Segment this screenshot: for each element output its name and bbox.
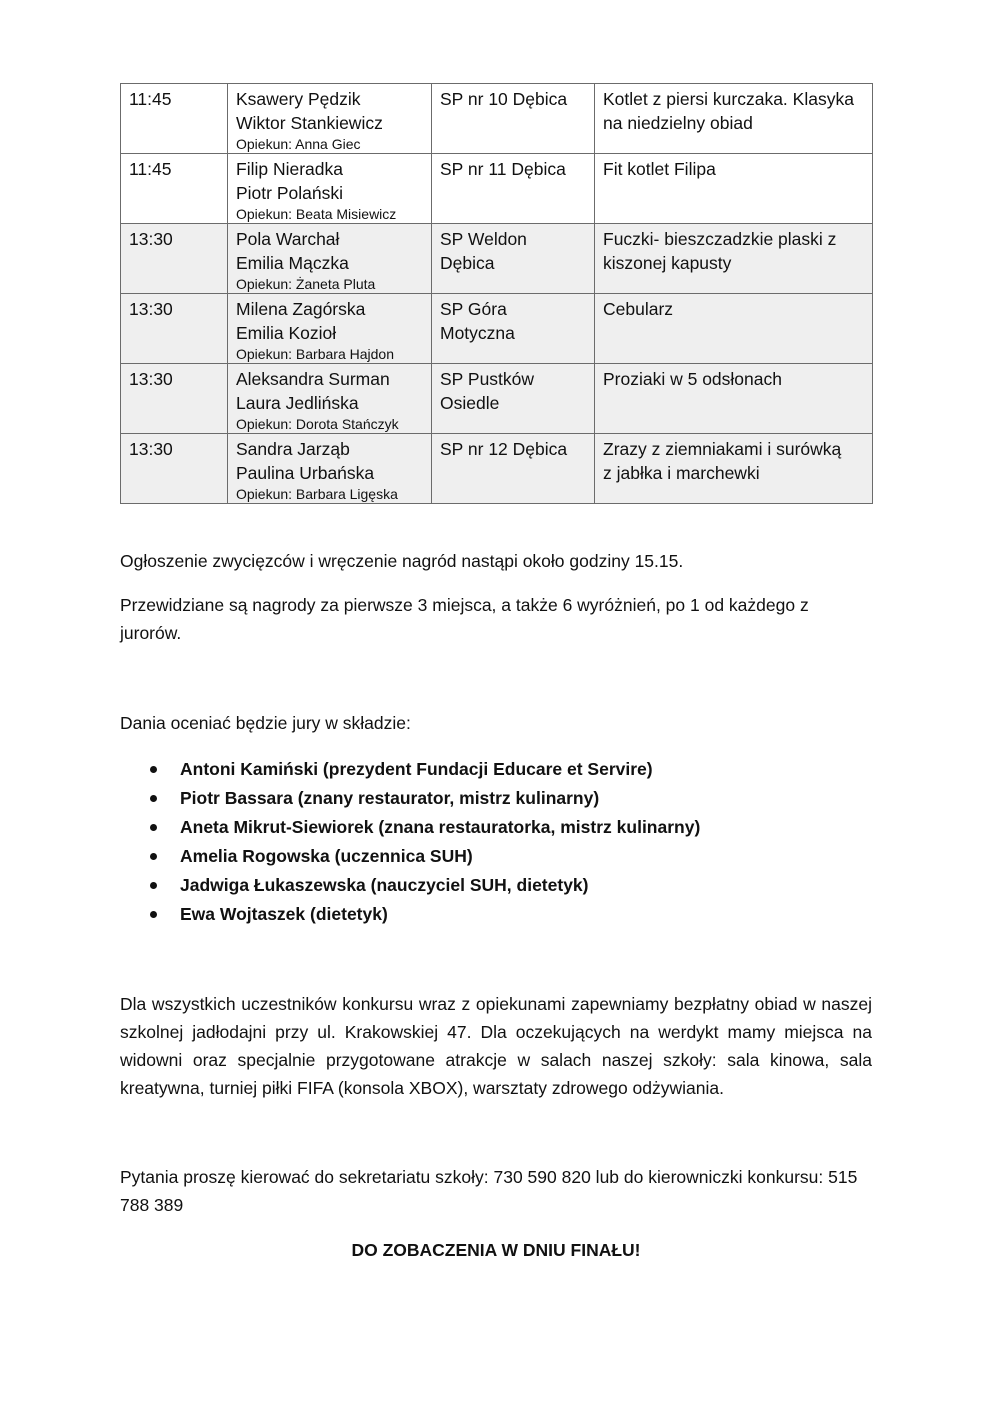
participant-name: Laura Jedlińska	[236, 393, 359, 413]
dish-name: Fuczki- bieszczadzkie plaski z	[603, 229, 837, 249]
jury-list	[120, 755, 872, 929]
participant-name: Sandra Jarząb	[236, 439, 350, 459]
bullet-icon	[150, 882, 157, 889]
participants-cell	[228, 434, 432, 504]
school-cell	[432, 154, 595, 224]
guardian-name: Opiekun: Barbara Hajdon	[236, 346, 394, 362]
closing-text: DO ZOBACZENIA W DNIU FINAŁU!	[351, 1240, 641, 1260]
jury-member-name: Antoni Kamiński (prezydent Fundacji Educare et Servire)	[180, 759, 653, 779]
dish-cell	[595, 364, 873, 434]
participant-name: Piotr Polański	[236, 183, 343, 203]
participant-name: Filip Nieradka	[236, 159, 343, 179]
school-cell	[432, 434, 595, 504]
table-row	[121, 154, 873, 224]
time-cell: 11:45	[121, 154, 228, 224]
contact-text: Pytania proszę kierować do sekretariatu szkoły: 730 590 820 lub do kierowniczki konkursu: 515 788 389	[120, 1167, 858, 1215]
jury-member	[120, 900, 872, 929]
prizes-text: Przewidziane są nagrody za pierwsze 3 miejsca, a także 6 wyróżnień, po 1 od każdego z jurorów.	[120, 595, 809, 643]
bullet-icon	[150, 795, 157, 802]
participants-cell	[228, 224, 432, 294]
participant-name: Paulina Urbańska	[236, 463, 375, 483]
school-name: SP Góra	[440, 299, 507, 319]
dish-name: Cebularz	[603, 299, 674, 319]
dish-cell	[595, 434, 873, 504]
participants-cell	[228, 294, 432, 364]
participant-name: Aleksandra Surman	[236, 369, 390, 389]
school-name: SP Weldon	[440, 229, 527, 249]
dish-cell	[595, 154, 873, 224]
jury-member	[120, 871, 872, 900]
guardian-name: Opiekun: Żaneta Pluta	[236, 276, 376, 292]
guardian-name: Opiekun: Dorota Stańczyk	[236, 416, 399, 432]
participants-cell	[228, 154, 432, 224]
school-name: SP nr 12 Dębica	[440, 439, 568, 459]
announcement-text: Ogłoszenie zwycięzców i wręczenie nagród nastąpi około godziny 15.15.	[120, 551, 684, 571]
table-row	[121, 434, 873, 504]
jury-member	[120, 813, 872, 842]
time-cell: 11:45	[121, 84, 228, 154]
participant-name: Emilia Mączka	[236, 253, 349, 273]
participants-cell	[228, 84, 432, 154]
participant-name: Ksawery Pędzik	[236, 89, 361, 109]
dish-name: Kotlet z piersi kurczaka. Klasyka	[603, 89, 854, 109]
participant-name: Emilia Kozioł	[236, 323, 337, 343]
schedule-body	[121, 84, 873, 504]
jury-member	[120, 842, 872, 871]
bullet-icon	[150, 766, 157, 773]
school-name: SP Pustków	[440, 369, 535, 389]
table-row	[121, 294, 873, 364]
jury-member-name: Amelia Rogowska (uczennica SUH)	[180, 846, 473, 866]
dish-cell	[595, 224, 873, 294]
jury-member	[120, 784, 872, 813]
dish-name: Proziaki w 5 odsłonach	[603, 369, 782, 389]
table-row	[121, 364, 873, 434]
dish-cell	[595, 84, 873, 154]
jury-member	[120, 755, 872, 784]
participant-name: Wiktor Stankiewicz	[236, 113, 383, 133]
bullet-icon	[150, 911, 157, 918]
school-cell	[432, 84, 595, 154]
dish-name: na niedzielny obiad	[603, 113, 753, 133]
dish-name: Zrazy z ziemniakami i surówką	[603, 439, 842, 459]
jury-member-name: Jadwiga Łukaszewska (nauczyciel SUH, dietetyk)	[180, 875, 589, 895]
school-name: Dębica	[440, 253, 495, 273]
jury-member-name: Aneta Mikrut-Siewiorek (znana restauratorka, mistrz kulinarny)	[180, 817, 701, 837]
lunch-info-text: Dla wszystkich uczestników konkursu wraz z opiekunami zapewniamy bezpłatny obiad w naszej szkolnej jadłodajni przy ul. Krakowskiej 47. Dla oczekujących na werdykt mamy miejsca na widowni oraz specjalnie przygotowane atrakcje w salach naszej szkoły: sala kinowa, sala kreatywna, turniej piłki FIFA (konsola XBOX), warsztaty zdrowego odżywiania.	[120, 994, 872, 1098]
jury-member-name: Ewa Wojtaszek (dietetyk)	[180, 904, 388, 924]
table-row	[121, 84, 873, 154]
time-cell: 13:30	[121, 434, 228, 504]
dish-name: kiszonej kapusty	[603, 253, 732, 273]
school-name: Motyczna	[440, 323, 515, 343]
dish-name: z jabłka i marchewki	[603, 463, 760, 483]
school-name: SP nr 10 Dębica	[440, 89, 568, 109]
jury-member-name: Piotr Bassara (znany restaurator, mistrz kulinarny)	[180, 788, 600, 808]
bullet-icon	[150, 853, 157, 860]
guardian-name: Opiekun: Barbara Ligęska	[236, 486, 398, 502]
participant-name: Milena Zagórska	[236, 299, 366, 319]
jury-intro: Dania oceniać będzie jury w składzie:	[120, 713, 411, 733]
table-row	[121, 224, 873, 294]
time-cell: 13:30	[121, 294, 228, 364]
guardian-name: Opiekun: Beata Misiewicz	[236, 206, 397, 222]
guardian-name: Opiekun: Anna Giec	[236, 136, 361, 152]
participants-cell	[228, 364, 432, 434]
schedule-table	[120, 83, 873, 504]
school-cell	[432, 224, 595, 294]
school-cell	[432, 294, 595, 364]
participant-name: Pola Warchał	[236, 229, 340, 249]
school-name: SP nr 11 Dębica	[440, 159, 566, 179]
bullet-icon	[150, 824, 157, 831]
time-cell: 13:30	[121, 364, 228, 434]
dish-cell	[595, 294, 873, 364]
school-cell	[432, 364, 595, 434]
dish-name: Fit kotlet Filipa	[603, 159, 716, 179]
school-name: Osiedle	[440, 393, 500, 413]
time-cell: 13:30	[121, 224, 228, 294]
